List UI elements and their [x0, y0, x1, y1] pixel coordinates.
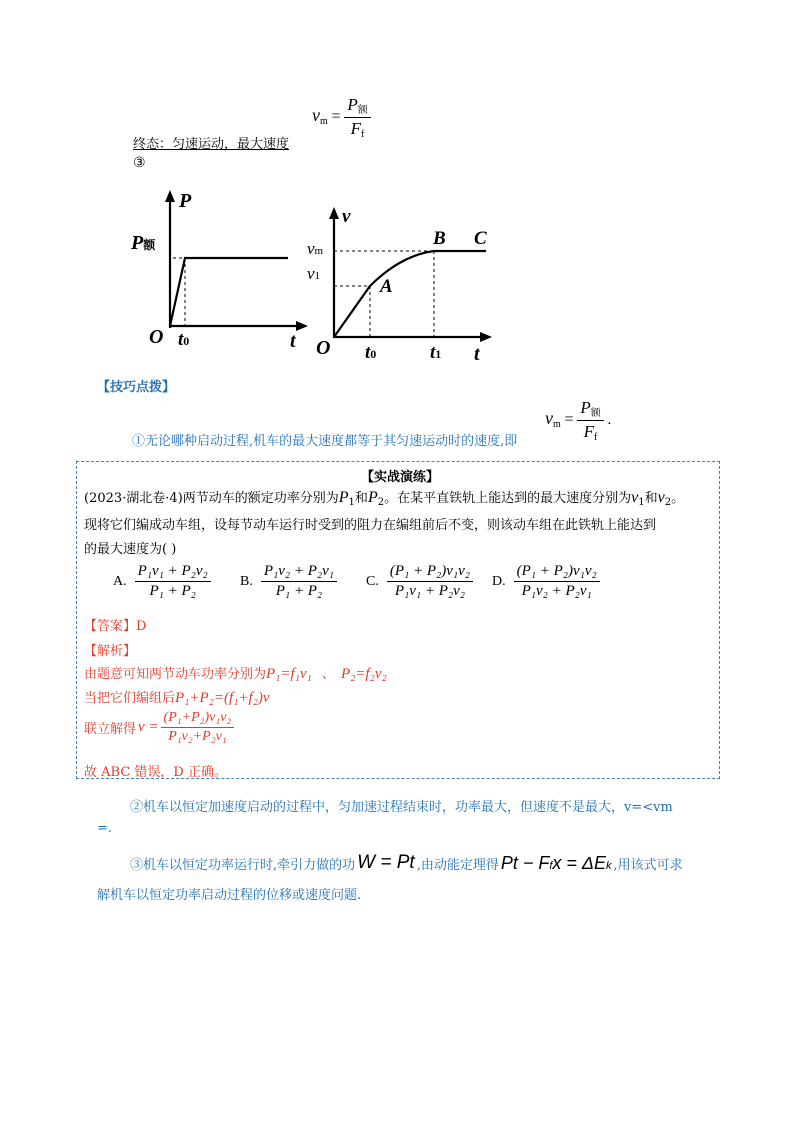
circle-three: ③ [133, 155, 146, 171]
question-line-1: (2023·湖北卷·4)两节动车的额定功率分别为$P_1$和$P_2$。在某平直铁轨上能达到的最大速度分别为$v_1$和$v_2$。 [84, 489, 685, 508]
answer-line: 【答案】D [84, 619, 147, 634]
formula-v-sub: m [320, 115, 328, 127]
option-d[interactable]: D. $\frac{\text{(P₁ + P₂)v₁v₂}}{\text{P₁v₂ + P₂v₁}}$ [492, 563, 600, 600]
tip2-line-1: ②机车以恒定加速度启动的过程中，匀加速过程结束时，功率最大，但速度不是最大，v=<vm [130, 800, 673, 815]
option-a[interactable]: A. $\frac{\text{P₁v₁ + P₂v₂}}{\text{P₁ + P₂}}$ [113, 563, 211, 600]
time-axis-label-right: t [474, 343, 480, 365]
tips-heading: 【技巧点拨】 [97, 380, 176, 395]
analysis-line-2: 当把它们编组后P₁+P₂=(f₁+f₂)v [84, 690, 270, 706]
tip2-line-2: =. [97, 821, 113, 836]
max-speed-formula: $v_m$ = $\frac{P_额}{F_f}$ [312, 95, 371, 140]
power-axis-label: P [179, 190, 192, 212]
time-axis-label-left: t [290, 330, 296, 352]
point-b-label: B [433, 228, 446, 249]
t1-label-right: t1 [430, 342, 442, 363]
tip3-line-1: ③机车以恒定功率运行时,牵引力做的功 W = Pt ,由动能定理得 Pt − Ffx = ΔEk ,用该式可求 [130, 852, 683, 873]
question-line-3: 的最大速度为( ) [84, 542, 177, 557]
practice-heading: 【实战演练】 [360, 470, 439, 485]
option-c[interactable]: C. $\frac{\text{(P₁ + P₂)v₁v₂}}{\text{P₁v₁ + P₂v₂}}$ [366, 563, 473, 600]
tip1-text: ①无论哪种启动过程,机车的最大速度都等于其匀速运动时的速度,即 [132, 434, 518, 449]
final-state-label: 终态：匀速运动，最大速度 [133, 137, 290, 152]
point-a-label: A [380, 276, 393, 297]
option-b[interactable]: B. $\frac{\text{P₁v₂ + P₂v₁}}{\text{P₁ + P₂}}$ [240, 563, 337, 600]
formula-num: P [347, 95, 358, 114]
analysis-label: 【解析】 [84, 644, 137, 659]
formula-den: F [350, 119, 362, 138]
t0-label-left: t0 [178, 329, 190, 350]
origin-label-left: O [149, 326, 164, 348]
origin-label-right: O [316, 337, 331, 359]
tip1-formula: $v_m$ = $\frac{P_额}{F_f}$ . [545, 398, 612, 443]
analysis-line-4: 故 ABC 错误，D 正确。 [84, 765, 227, 780]
velocity-axis-label: v [342, 206, 351, 227]
formula-num-sub: 额 [357, 105, 368, 116]
point-c-label: C [474, 228, 487, 249]
formula-v: v [312, 104, 320, 125]
tip3-line-2: 解机车以恒定功率启动过程的位移或速度问题. [97, 888, 362, 903]
analysis-line-1: 由题意可知两节动车功率分别为P₁=f₁v₁ 、 P₂=f₂v₂ [84, 666, 387, 682]
t0-label-right: t0 [365, 342, 377, 363]
question-line-2: 现将它们编成动车组，设每节动车运行时受到的阻力在编组前后不变，则该动车组在此铁轨上能达到 [84, 518, 657, 533]
analysis-line-3: 联立解得 v = $\frac{\text{(P₁+P₂)v₁v₂}}{\text{P₁v₂+P₂v₁}}$ [84, 710, 234, 745]
vm-label: vm [307, 239, 324, 258]
formula-den-sub: f [361, 129, 365, 140]
v1-label: v1 [307, 264, 321, 283]
rated-power-label: P额 [131, 232, 156, 254]
formula-fraction [344, 95, 370, 140]
